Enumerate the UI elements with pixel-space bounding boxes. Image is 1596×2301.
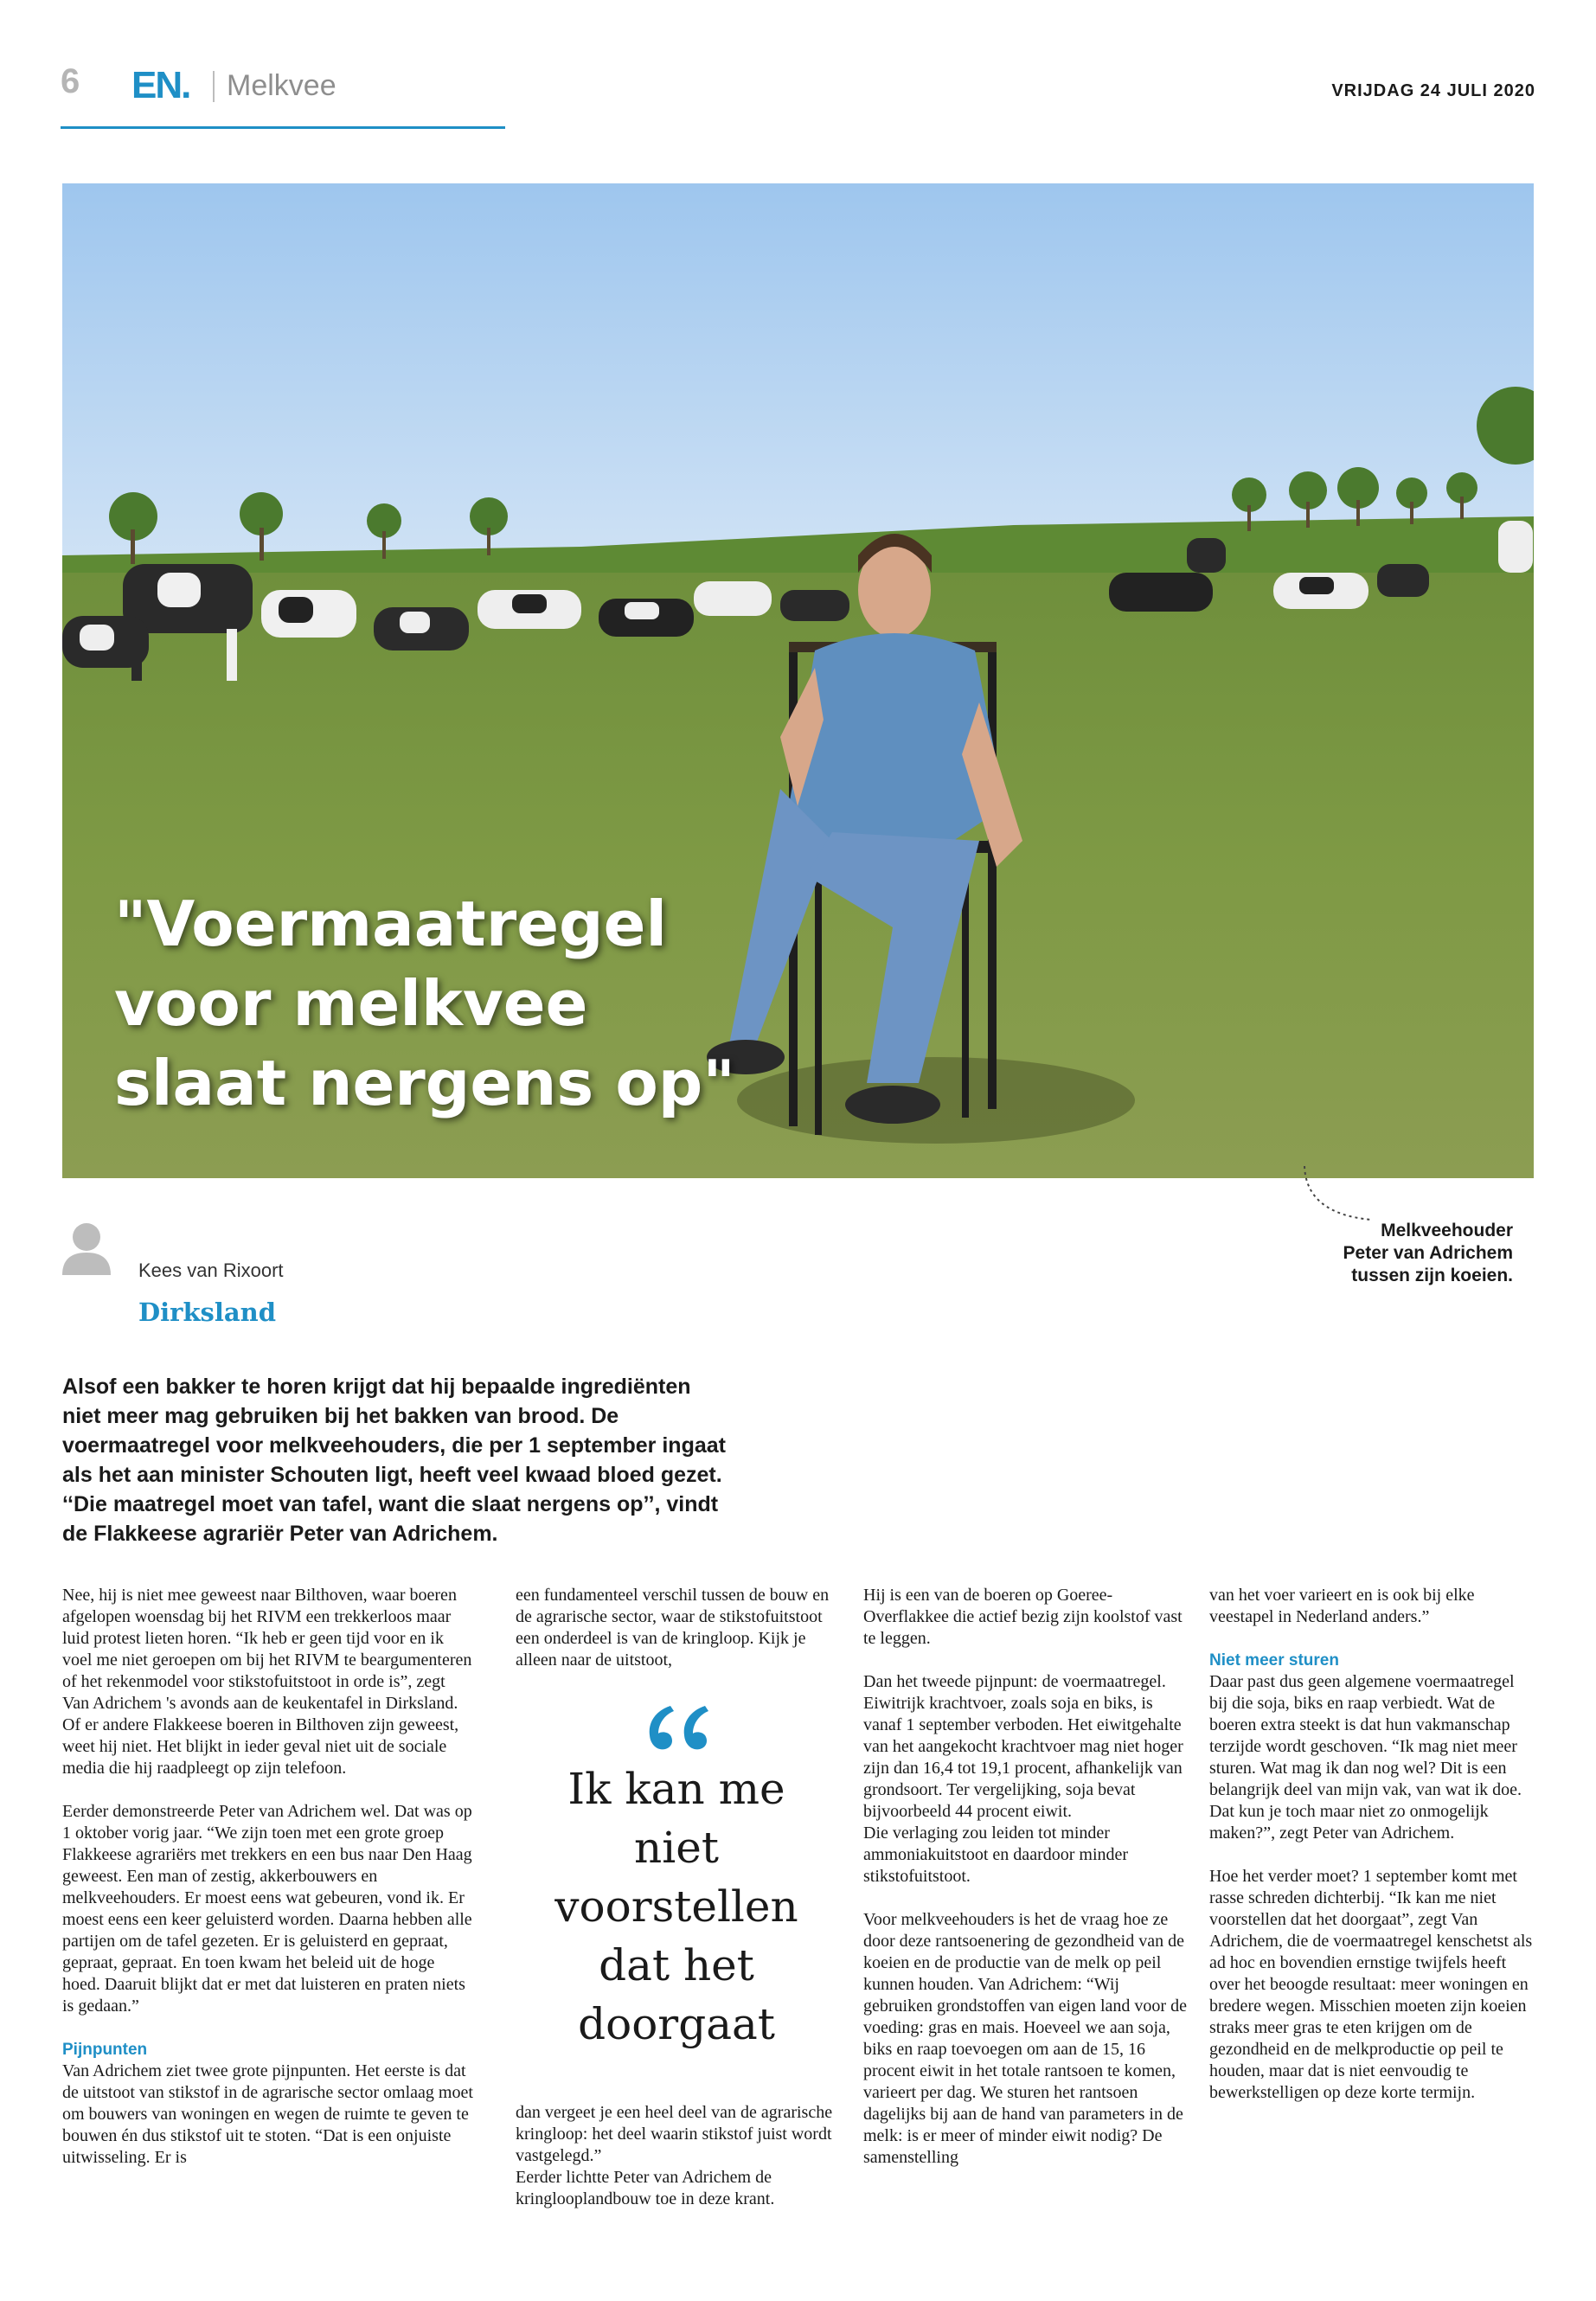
section-name: Melkvee (227, 69, 337, 102)
pull-quote: Ik kan me niet voorstellen dat het doorgaat (554, 1764, 798, 2049)
body-paragraph: Hoe het verder moet? 1 september komt met rasse schreden dichterbij. “Ik kan me niet voorstellen dat het doorgaat”, zegt Van Adrichem, die de voermaatregel kenschetst als ad hoc en bovendien ernstige twijfels heeft over het beoogde resultaat: meer woningen en bredere wegen. Misschien moeten zijn koeien straks meer gras te eten krijgen om de gezondheid en de melkproductie op peil te houden, maar dat is niet eenvoudig te bewerkstelligen op deze korte termijn. (1209, 1867, 1533, 2102)
body-paragraph: Eerder demonstreerde Peter van Adrichem wel. Dat was op 1 oktober vorig jaar. “We zijn toen met een grote groep Flakkeese agrariërs met trekkers en een bus naar Den Haag geweest. Een man of zestig, akkerbouwers en melkveehouders. Er moest eens wat gebeuren, vond ik. Er moest eens een keer geluisterd worden. Daarna hebben alle partijen om de tafel gezeten. Er is geluisterd en gepraat, gepraat, gepraat. En toen kwam het beleid uit de hoge hoed. Daaruit blijkt dat er met dat luisteren en praten niets is gedaan.” (62, 1802, 472, 2016)
issue-date: VRIJDAG 24 JULI 2020 (1331, 81, 1535, 100)
body-column-4 (1209, 1585, 1535, 2104)
body-column-2-bottom (516, 2102, 837, 2210)
body-paragraph: Nee, hij is niet mee geweest naar Bilthoven, waar boeren afgelopen woensdag bij het RIVM een trekkerloos maar luid protest lieten horen. “Ik heb er geen tijd voor en ik voel me niet geroepen om bij het RIVM te beargumenteren of het rekenmodel voor stikstofuitstoot in orde is”, zegt Van Adrichem 's avonds aan de keukentafel in Dirksland. Of er andere Flakkeese boeren in Bilthoven zijn geweest, weet hij niet. Het blijkt in ieder geval niet uit de sociale media die hij raadpleegt op zijn telefoon. (62, 1586, 472, 1778)
lead-paragraph: Alsof een bakker te horen krijgt dat hij bepaalde ingrediënten niet meer mag gebruiken bij het bakken van brood. De voermaatregel voor melkveehouders, die per 1 september ingaat als het aan minister Schouten ligt, heeft veel kwaad bloed gezet. ‘‘Die maatregel moet van tafel, want die slaat nergens op’’, vindt de Flakkeese agrariër Peter van Adrichem. (62, 1375, 726, 1546)
author-avatar-icon (62, 1220, 111, 1275)
headline-line-2: voor melkvee (114, 967, 588, 1040)
section-divider (213, 71, 215, 102)
quote-mark-icon (638, 1419, 716, 1497)
headline-line-1: "Voermaatregel (114, 888, 668, 960)
body-column-3 (863, 1585, 1190, 2169)
quote-mark-icon (644, 1699, 714, 1759)
body-paragraph: Daar past dus geen algemene voermaatregel bij die soja, biks en raap verbiedt. Wat de boeren extra steekt is dat hun vakmanschap terzijde wordt geschoven. “Ik mag niet meer sturen. Wat mag ik dan nog wel? Dit is een belangrijk deel van mijn vak, van wat ik doe. Dat kun je toch maar niet zo onmogelijk maken?”, zegt Peter van Adrichem. (1209, 1672, 1522, 1843)
caption-line-3: tussen zijn koeien. (1351, 1266, 1513, 1285)
header-rule (61, 126, 505, 129)
caption-pointer-icon (1298, 1166, 1375, 1227)
body-paragraph: dan vergeet je een heel deel van de agrarische kringloop: het deel waarin stikstof juist wordt vastgelegd.” (516, 2103, 833, 2165)
dateline: Dirksland (138, 1298, 277, 1327)
caption-line-1: Melkveehouder (1381, 1221, 1513, 1240)
body-paragraph: Die verlaging zou leiden tot minder ammoniakuitstoot en daardoor minder stikstofuitstoot. (863, 1823, 1129, 1886)
caption-line-2: Peter van Adrichem (1343, 1243, 1513, 1263)
newspaper-logo: EN. (131, 64, 190, 106)
body-paragraph: Dan het tweede pijnpunt: de voermaatregel. Eiwitrijk krachtvoer, zoals soja en biks, is vanaf 1 september verboden. Het eiwitgehalte van het aangekocht krachtvoer mag niet hoger zijn dan 16,4 tot 19,1 procent, afhankelijk van grondsoort. Ter vergelijking, soja bevat bijvoorbeeld 44 procent eiwit. (863, 1672, 1183, 1821)
body-paragraph: een fundamenteel verschil tussen de bouw en de agrarische sector, waar de stikstofuitstoot een onderdeel is van de kringloop. Kijk je alleen naar de uitstoot, (516, 1586, 830, 1670)
body-paragraph: Voor melkveehouders is het de vraag hoe ze door deze rantsoenering de gezondheid van de koeien en de productie van de melk op peil kunnen houden. Van Adrichem: “Wij gebruiken grondstoffen van eigen land voor de voeding: gras en mais. Hoeveel we aan soja, biks en raap toevoegen om aan de 15, 16 procent eiwit in het totale rantsoen te komen, varieert per dag. We sturen het rantsoen dagelijks bij aan de hand van parameters in de melk: is er meer of minder eiwit nodig? De samenstelling (863, 1910, 1187, 2167)
body-paragraph: van het voer varieert en is ook bij elke veestapel in Nederland anders.” (1209, 1586, 1475, 1626)
author-name: Kees van Rixoort (138, 1259, 284, 1281)
body-column-2-top (516, 1585, 837, 1671)
headline-line-3: slaat nergens op" (114, 1047, 735, 1119)
headline (114, 884, 806, 1123)
body-paragraph: Eerder lichtte Peter van Adrichem de kringlooplandbouw toe in deze krant. (516, 2168, 775, 2208)
body-column-1 (62, 1585, 476, 2169)
subheading: Niet meer sturen (1209, 1651, 1339, 1670)
page-number: 6 (61, 62, 80, 100)
body-paragraph: Van Adrichem ziet twee grote pijnpunten. Het eerste is dat de uitstoot van stikstof in de agrarische sector omlaag moet om bouwers van woningen en wegen de ruimte te geven te bouwen én dus stikstof uit te stoten. “Dat is een onjuiste uitwisseling. Er is (62, 2061, 473, 2167)
subheading: Pijnpunten (62, 2041, 148, 2059)
photo-caption (1227, 1220, 1513, 1287)
body-paragraph: Hij is een van de boeren op Goeree-Overflakkee die actief bezig zijn koolstof vast te leggen. (863, 1586, 1183, 1648)
